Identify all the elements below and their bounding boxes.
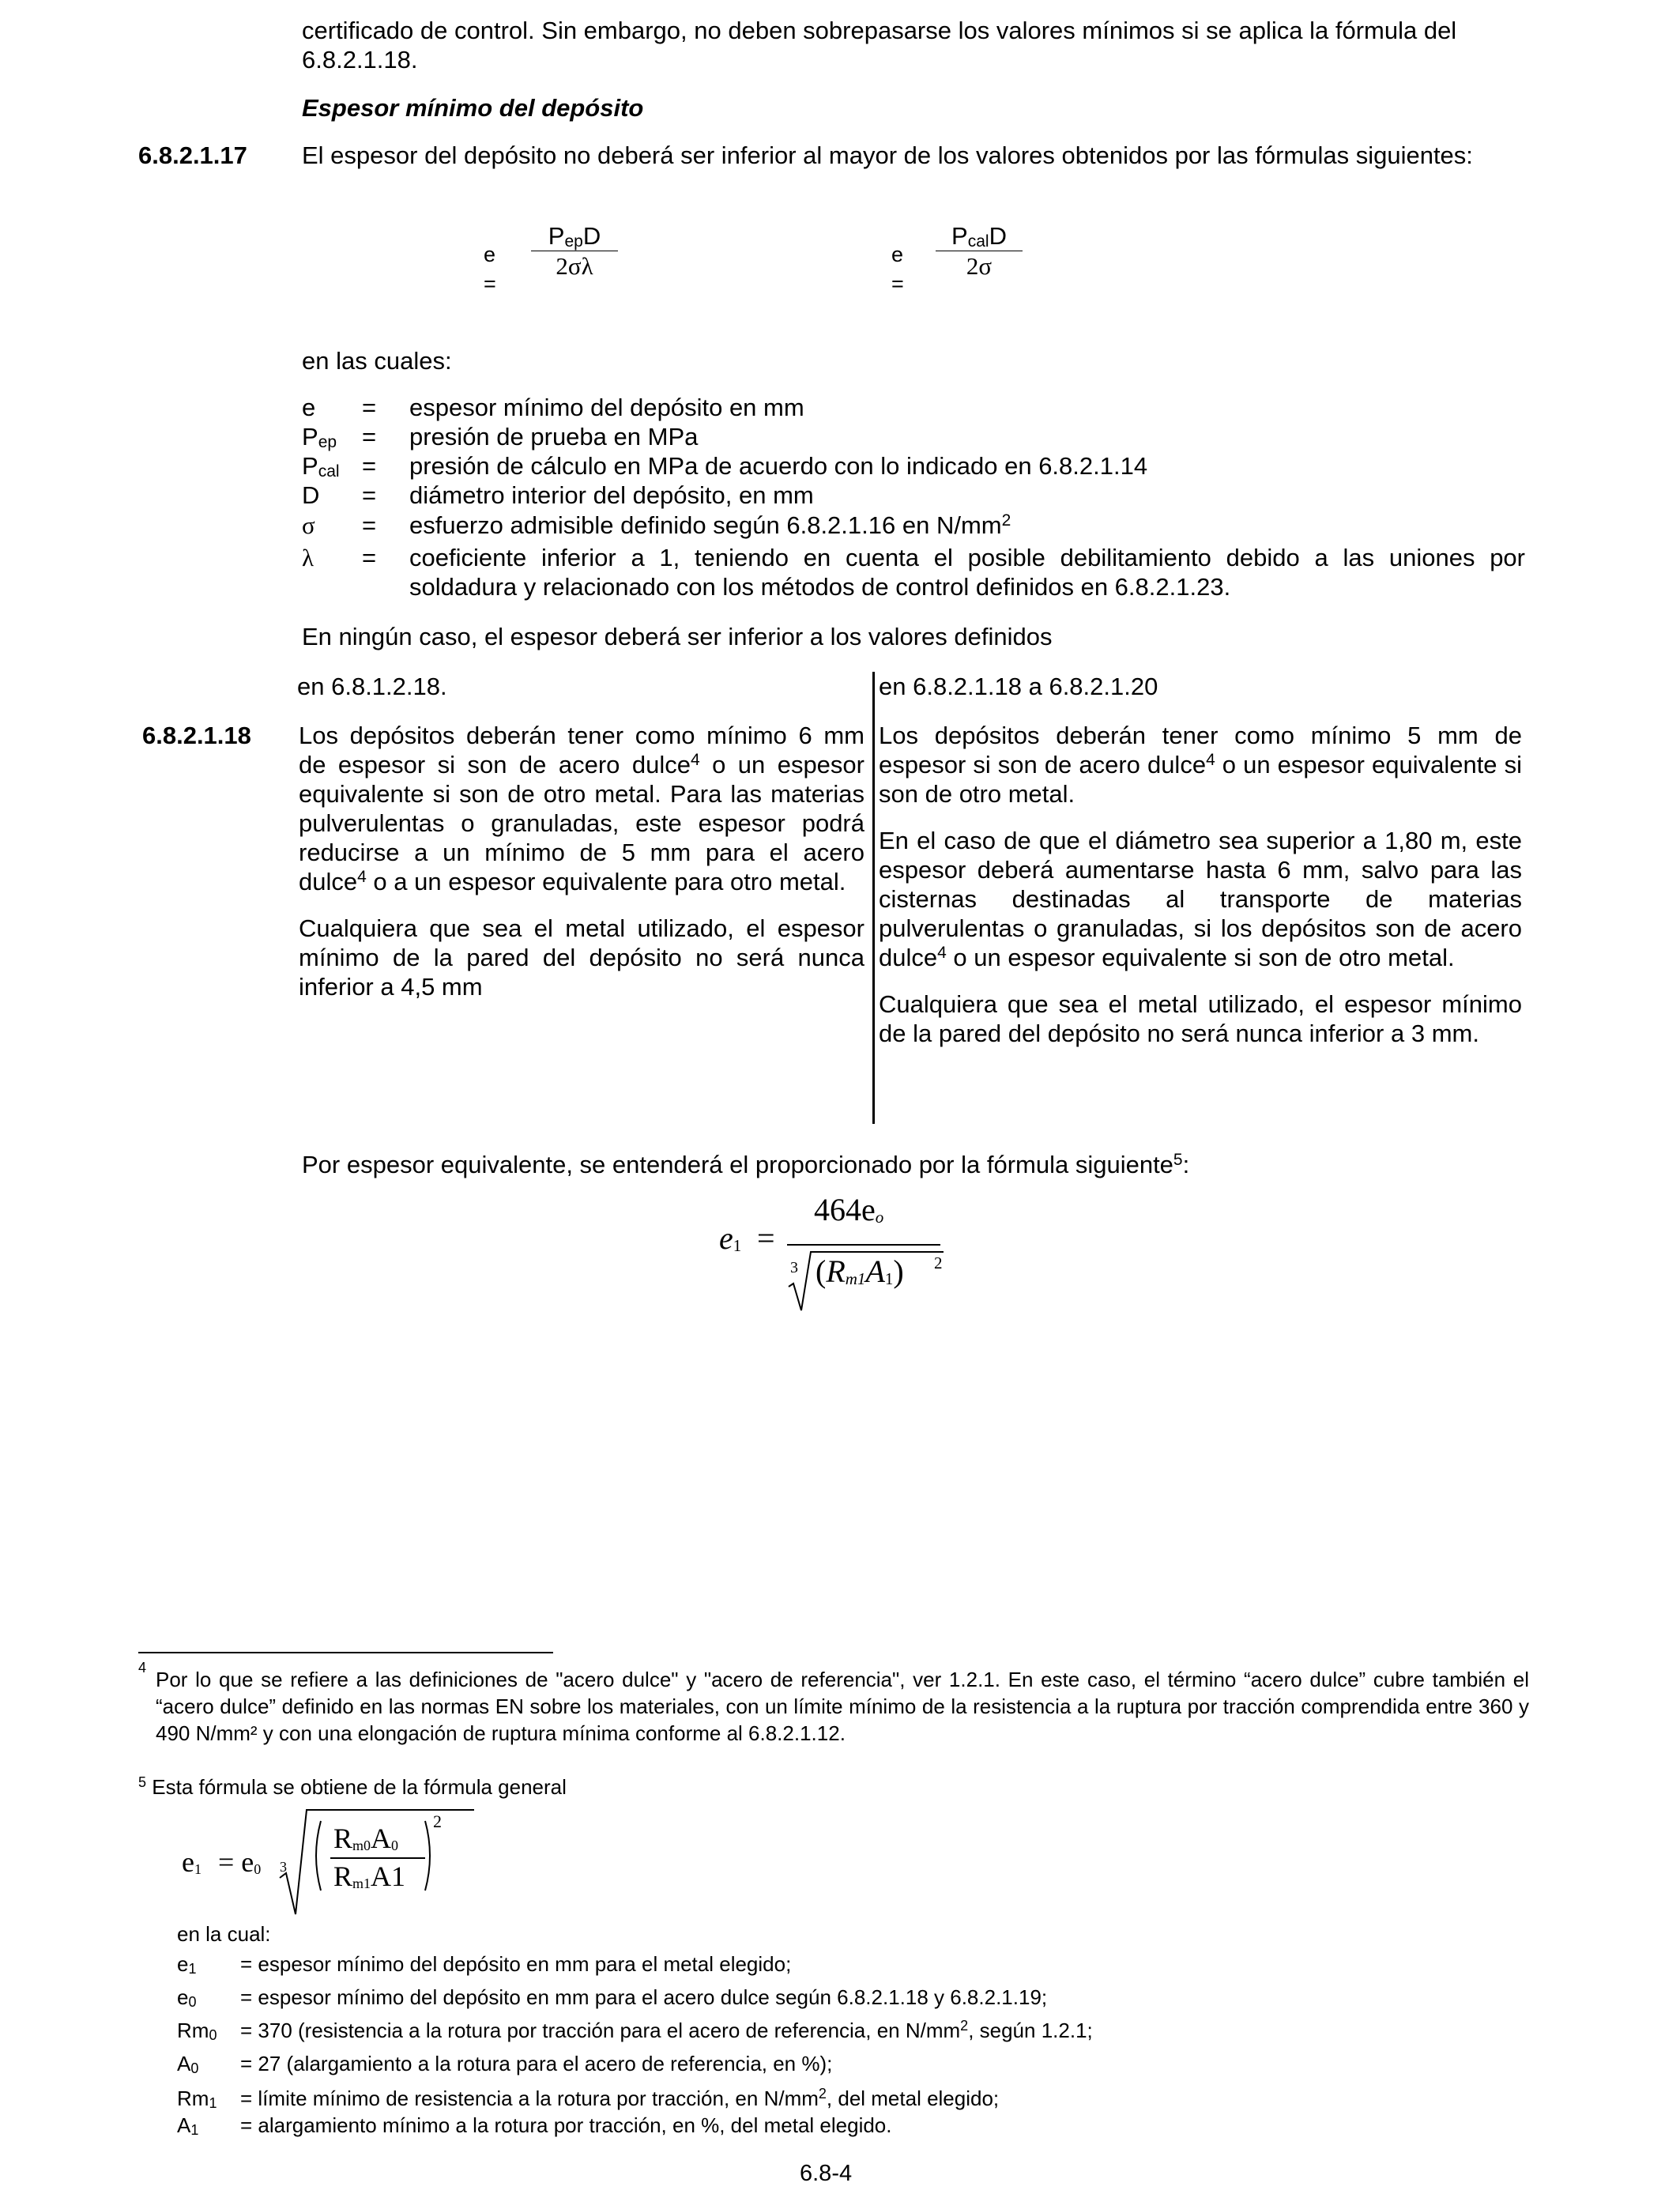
fn-formula-numerator: $R_{m0}A_0$: [333, 1823, 399, 1854]
footnote-5-formula: [179, 1807, 479, 1917]
clause-number-18: 6.8.2.1.18: [142, 722, 251, 749]
formula-pep-lhs: e =: [484, 243, 496, 296]
fn-formula-lhs: $e_1$: [182, 1846, 202, 1878]
footnote-5-where: en la cual:: [177, 1922, 271, 1946]
no-case-text: En ningún caso, el espesor deberá ser inferior a los valores definidos: [302, 623, 1053, 650]
definition-d: D = diámetro interior del depósito, en mm: [302, 481, 814, 509]
footnote-4: 4 Por lo que se refiere a las definiciones de "acero dulce" y "acero de referencia", ver 1.2.1. En este caso, el término “acero dulce” cubre también el “acero dulce” definido en las normas EN sobre los materiales, con un límite mínimo de la resistencia a la ruptura por tracción comprendida entre 360 y 490 N/mm² y con una elongación de ruptura mínima conforme al 6.8.2.1.12.: [138, 1660, 1529, 1745]
formula3-equals: =: [757, 1220, 775, 1256]
formula-pep-denominator: 2σλ: [556, 252, 593, 280]
formula3-numerator: $464e_o$: [814, 1192, 884, 1227]
right-paragraph-1: Los depósitos deberán tener como mínimo 5 mm de espesor si son de acero dulce$^4$ o un espesor equivalente si son de otro metal.: [879, 722, 1522, 808]
formula-pcal-lhs: e =: [891, 243, 904, 296]
column-divider: [872, 672, 875, 1124]
page-number: 6.8-4: [800, 2161, 853, 2186]
fn-formula-root-index: 3: [280, 1859, 287, 1875]
column-left-header: en 6.8.1.2.18.: [297, 673, 447, 700]
formula-pep-fraction: [531, 221, 618, 281]
formula3-denominator: $(R_{m1}A_1)$: [816, 1253, 904, 1289]
footnote-5-intro: [138, 1774, 567, 1800]
intro-line-2: 6.8.2.1.18.: [302, 46, 418, 74]
fn-formula-rhs-e0: = $e_0$: [218, 1846, 262, 1878]
where-label: en las cuales:: [302, 347, 452, 375]
document-page: certificado de control. Sin embargo, no deben sobrepasarse los valores mínimos si se aplica la fórmula del 6.8.2.1.18. Espesor mínimo del depósito 6.8.2.1.17 El espesor del depósito no deberá ser inferior al mayor de los valores obtenidos por las fórmulas siguientes: e = $P_{ep}D$ 2σλ e = $P_{cal}D$ 2σ en las cuales: e = espesor mínimo del depósito en mm $P_{ep}$ = presión de prueba en MPa $P_{cal}$ = presión de cálculo en MPa de acuerdo con lo indicado en 6.8.2.1.14 D = diámetro interior del depósito, en mm σ = esfuerzo admisible definido según 6.8.2.1.16 en $N/mm^2$ λ = coeficiente inferior a 1, teniendo en cuenta el posible debilitamiento debido a las uniones por soldadura y relacionado con los métodos de control definidos en 6.8.2.1.23. En ningún caso, el espesor deberá ser inferior a los valores definidos en 6.8.1.2.18. en 6.8.2.1.18 a 6.8.2.1.20 6.8.2.1.18 Los depósitos deberán tener como mínimo 6 mm de espesor si son de acero dulce$^4$ o un espesor equivalente si son de otro metal. Para las materias pulverulentas o granuladas, este espesor podrá reducirse a un mínimo de 5 mm para el acero dulce$^4$ o a un espesor equivalente para otro metal. Cualquiera que sea el metal utilizado, el espesor mínimo de la pared del depósito no será nunca inferior a 4,5 mm Los depósitos deberán tener como mínimo 5 mm de espesor si son de acero dulce$^4$ o un espesor equivalente si son de otro metal. En el caso de que el diámetro sea superior a 1,80 m, este espesor deberá aumentarse hasta 6 mm, salvo para las cisternas destinadas al transporte de materias pulverulentas o granuladas, si los depósitos son de acero dulce$^4$ o un espesor equivalente si son de otro metal. Cualquiera que sea el metal utilizado, el espesor mínimo de la pared del depósito no será nunca inferior a 3 mm. Por espesor equivalente, se entenderá el proporcionado por la fórmula siguiente$^5$: $e_1$ = $464e_o$ 3 $(R_{m1}A_1)$ 2 4 Por lo que se refiere a las definiciones de "acero dulce" y "acero de referencia", ver 1.2.1. En este caso, el término “acero dulce” cubre también el “acero dulce” definido en las normas EN sobre los materiales, con un límite mínimo de la resistencia a la ruptura por tracción comprendida entre 360 y 490 N/mm² y con una elongación de ruptura mínima conforme al 6.8.2.1.12. $^5$ Esta fórmula se obtiene de la fórmula general $e_1$ = $e_0$ 3 $R_{m0}A_0$ $R_{m1}A1$ 2 en la cual: $e_1$ = espesor mínimo del depósito en mm para el metal elegido; $e_0$ = espesor mínimo del depósito en mm para el acero dulce según 6.8.2.1.18 y 6.8.2.1.19; $Rm_0$ = 370 (resistencia a la rotura por tracción para el acero de referencia, en $N/mm^2$, según 1.2.1; $A_0$ = 27 (alargamiento a la rotura para el acero de referencia, en %); $Rm_1$ = límite mínimo de resistencia a la rotura por tracción, en $N/mm^2$, del metal elegido; $A_1$ = alargamiento mínimo a la rotura por tracción, en %, del metal elegido. 6.8-4: [0, 0, 1680, 2194]
footnote-4-text: Por lo que se refiere a las definiciones de "acero dulce" y "acero de referencia", ver 1.2.1. En este caso, el término “acero dulce” cubre también el “acero dulce” definido en las normas EN sobre los materiales, con un límite mínimo de la resistencia a la ruptura por tracción comprendida entre 360 y 490 N/mm² y con una elongación de ruptura mínima conforme al 6.8.2.1.12.: [156, 1668, 1529, 1745]
intro-paragraph: [302, 16, 1535, 74]
section-heading: Espesor mínimo del depósito: [302, 94, 644, 122]
footnote-5-text: Esta fórmula se obtiene de la fórmula general: [152, 1775, 567, 1799]
clause-number-17: 6.8.2.1.17: [138, 141, 247, 169]
formula3-root-index: 3: [790, 1259, 798, 1276]
column-right-header: en 6.8.2.1.18 a 6.8.2.1.20: [879, 673, 1158, 700]
right-paragraph-2: En el caso de que el diámetro sea superior a 1,80 m, este espesor deberá aumentarse hasta 6 mm, salvo para las cisternas destinadas al transporte de materias pulverulentas o granuladas, si los depósitos son de acero dulce$^4$ o un espesor equivalente si son de otro metal.: [879, 827, 1522, 971]
column-left: [299, 721, 864, 1019]
formula-pcal-denominator: 2σ: [966, 252, 993, 280]
clause-17-text: El espesor del depósito no deberá ser inferior al mayor de los valores obtenidos por las fórmulas siguientes:: [302, 141, 1473, 169]
formula-pcal-numerator: $P_{cal}D$: [936, 221, 1023, 251]
left-paragraph-1: Los depósitos deberán tener como mínimo 6 mm de espesor si son de acero dulce$^4$ o un espesor equivalente si son de otro metal. Para las materias pulverulentas o granuladas, este espesor podrá reducirse a un mínimo de 5 mm para el acero dulce$^4$ o a un espesor equivalente para otro metal.: [299, 722, 864, 895]
left-paragraph-2: Cualquiera que sea el metal utilizado, el espesor mínimo de la pared del depósito no será nunca inferior a 4,5 mm: [299, 914, 864, 1001]
formula3-fraction-bar: [787, 1244, 940, 1246]
formula-pep-numerator: $P_{ep}D$: [531, 221, 618, 251]
formula-equivalent-thickness: [719, 1192, 948, 1314]
footnote-5-mark: 5: [138, 1774, 147, 1790]
definition-sigma: σ = esfuerzo admisible definido según 6.8.2.1.16 en $N/mm^2$: [302, 511, 1011, 539]
fn-formula-denominator: $R_{m1}A1$: [333, 1860, 406, 1892]
right-paragraph-3: Cualquiera que sea el metal utilizado, el espesor mínimo de la pared del depósito no será nunca inferior a 3 mm.: [879, 990, 1522, 1047]
fn-formula-power: 2: [433, 1811, 442, 1831]
definition-e: e = espesor mínimo del depósito en mm: [302, 394, 804, 421]
definition-pcal: $P_{cal}$ = presión de cálculo en MPa de acuerdo con lo indicado en 6.8.2.1.14: [302, 452, 1148, 481]
definition-lambda: λ = coeficiente inferior a 1, teniendo en cuenta el posible debilitamiento debido a las uniones por soldadura y relacionado con los métodos de control definidos en 6.8.2.1.23.: [302, 544, 1525, 601]
equivalent-thickness-text: Por espesor equivalente, se entenderá el proporcionado por la fórmula siguiente$^5$:: [302, 1151, 1190, 1178]
footnote-separator: [138, 1652, 553, 1653]
formula-pcal-fraction: [936, 221, 1023, 281]
formula3-power: 2: [934, 1253, 943, 1272]
column-right: [879, 721, 1522, 1065]
formula3-lhs: $e_1$: [719, 1220, 742, 1256]
fn-formula-fraction-bar: [330, 1857, 425, 1859]
intro-line-1: certificado de control. Sin embargo, no deben sobrepasarse los valores mínimos si se aplica la fórmula del: [302, 17, 1457, 44]
definition-pep: $P_{ep}$ = presión de prueba en MPa: [302, 423, 699, 451]
